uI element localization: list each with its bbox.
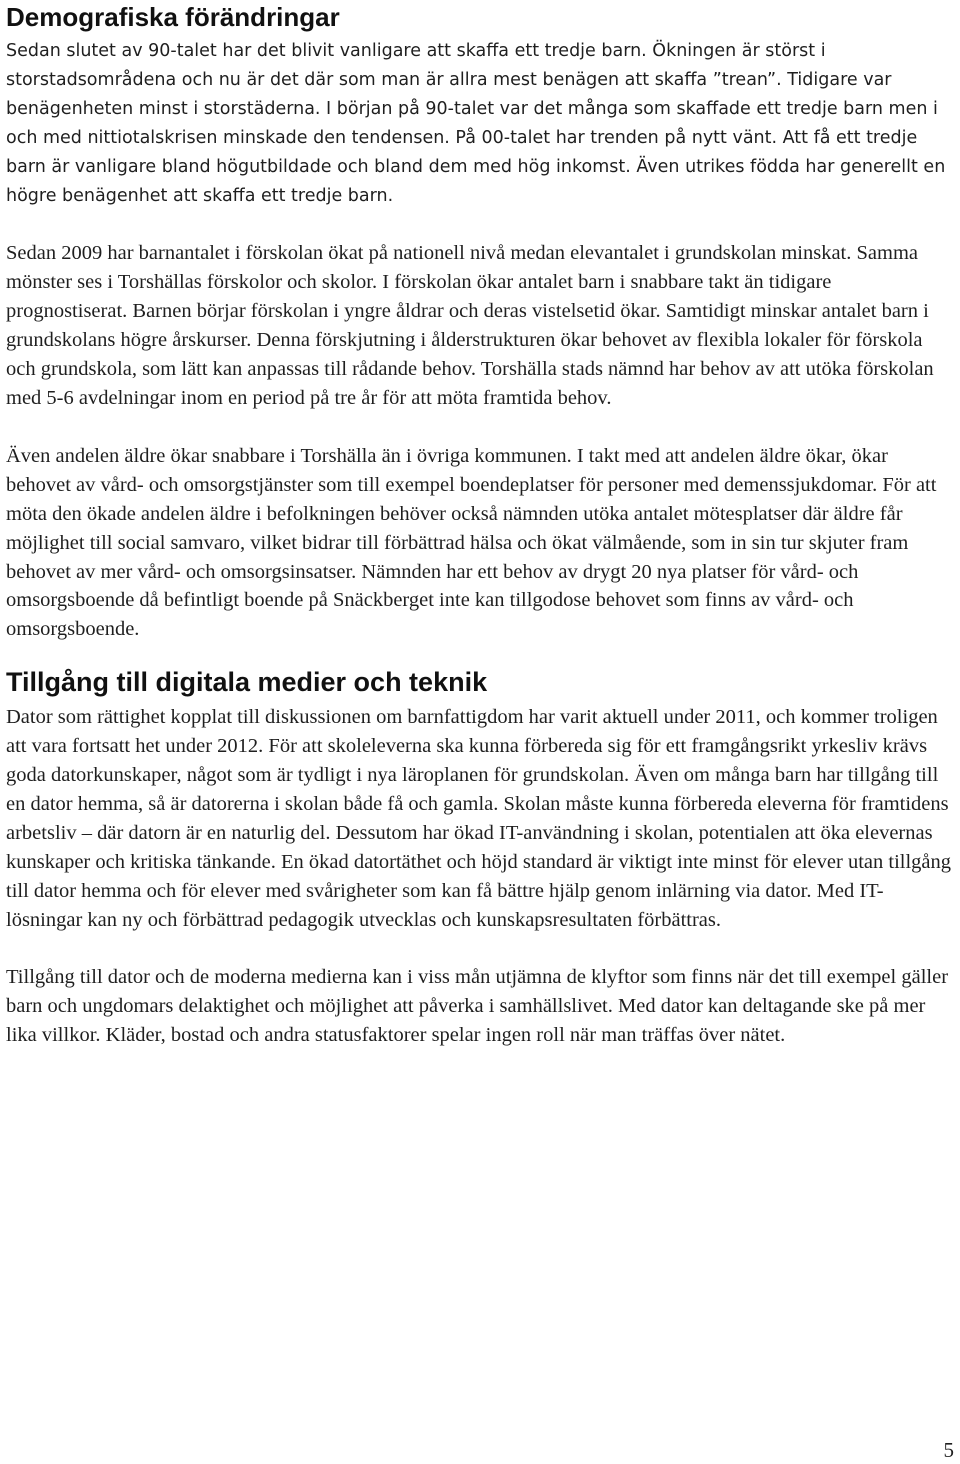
paragraph: Även andelen äldre ökar snabbare i Torshälla än i övriga kommunen. I takt med att andelen äldre ökar, ökar behovet av vård- och omsorgstjänster som till exempel boendeplatser för personer med demenssjukdomar. För att möta den ökade andelen äldre i befolkningen behöver också nämnden utöka antalet mötesplatser där äldre får möjlighet till social samvaro, vilket bidrar till förbättrad hälsa och ökat välmående, som in sin tur skjuter fram behovet av mer vård- och omsorgsinsatser. Nämnden har ett behov av drygt 20 nya platser för vård- och omsorgsboende då befintligt boende på Snäckberget inte kan tillgodose behovet som finns av vård- och omsorgsboende. <box>6 444 937 641</box>
paragraph: Sedan 2009 har barnantalet i förskolan ökat på nationell nivå medan elevantalet i grundskolan minskat. Samma mönster ses i Torshällas förskolor och skolor. I förskolan ökar antalet barn i snabbare takt än tidigare prognostiserat. Barnen börjar förskolan i yngre åldrar och deras vistelsetid ökar. Samtidigt minskar antalet barn i grundskolans högre årskurser. Denna förskjutning i ålderstrukturen ökar behovet av flexibla lokaler för förskola och grundskola, som lätt kan anpassas till rådande behov. Torshälla stads nämnd har behov av att utöka förskolan med 5-6 avdelningar inom en period på tre år för att möta framtida behov. <box>6 242 934 409</box>
paragraph: Dator som rättighet kopplat till diskussionen om barnfattigdom har varit aktuell under 2011, och kommer troligen att vara fortsatt het under 2012. För att skoleleverna ska kunna förbereda sig för ett framgångsrikt yrkesliv krävs goda datorkunskaper, något som är tydligt i nya läroplanen för grundskolan. Även om många barn har tillgång till en dator hemma, så är datorerna i skolan både få och gamla. Skolan måste kunna förbereda eleverna för framtidens arbetsliv – där datorn är en naturlig del. Dessutom har ökad IT-användning i skolan, potentialen att öka elevernas kunskaper och kritiska tänkande. En ökad datortäthet och höjd standard är viktigt inte minst för elever utan tillgång till dator hemma och för elever med svårigheter som kan få bättre hjälp genom inlärning via dator. Med IT-lösningar kan ny och förbättrad pedagogik utvecklas och kunskapsresultaten förbättras. <box>6 706 952 931</box>
paragraph: Tillgång till dator och de moderna medierna kan i viss mån utjämna de klyftor som finns när det till exempel gäller barn och ungdomars delaktighet och möjlighet att påverka i samhällslivet. Med dator kan deltagande ske på mer lika villkor. Kläder, bostad och andra statusfaktorer spelar ingen roll när man träffas över nätet. <box>6 966 949 1047</box>
section-heading-digitala-medier: Tillgång till digitala medier och teknik <box>6 667 488 698</box>
document-page <box>6 0 956 1050</box>
paragraph: Sedan slutet av 90-talet har det blivit vanligare att skaffa ett tredje barn. Ökningen är störst i storstadsområdena och nu är det där som man är allra mest benägen att skaffa ”trean”. Tidigare var benägenheten minst i storstäderna. I början på 90-talet var det många som skaffade ett tredje barn men i och med nittiotalskrisen minskade den tendensen. På 00-talet har trenden på nytt vänt. Att få ett tredje barn är vanligare bland högutbildade och bland dem med hög inkomst. Även utrikes födda har generellt en högre benägenhet att skaffa ett tredje barn. <box>6 41 946 206</box>
page-number: 5 <box>943 1438 954 1462</box>
section-heading-demografi: Demografiska förändringar <box>6 2 340 32</box>
